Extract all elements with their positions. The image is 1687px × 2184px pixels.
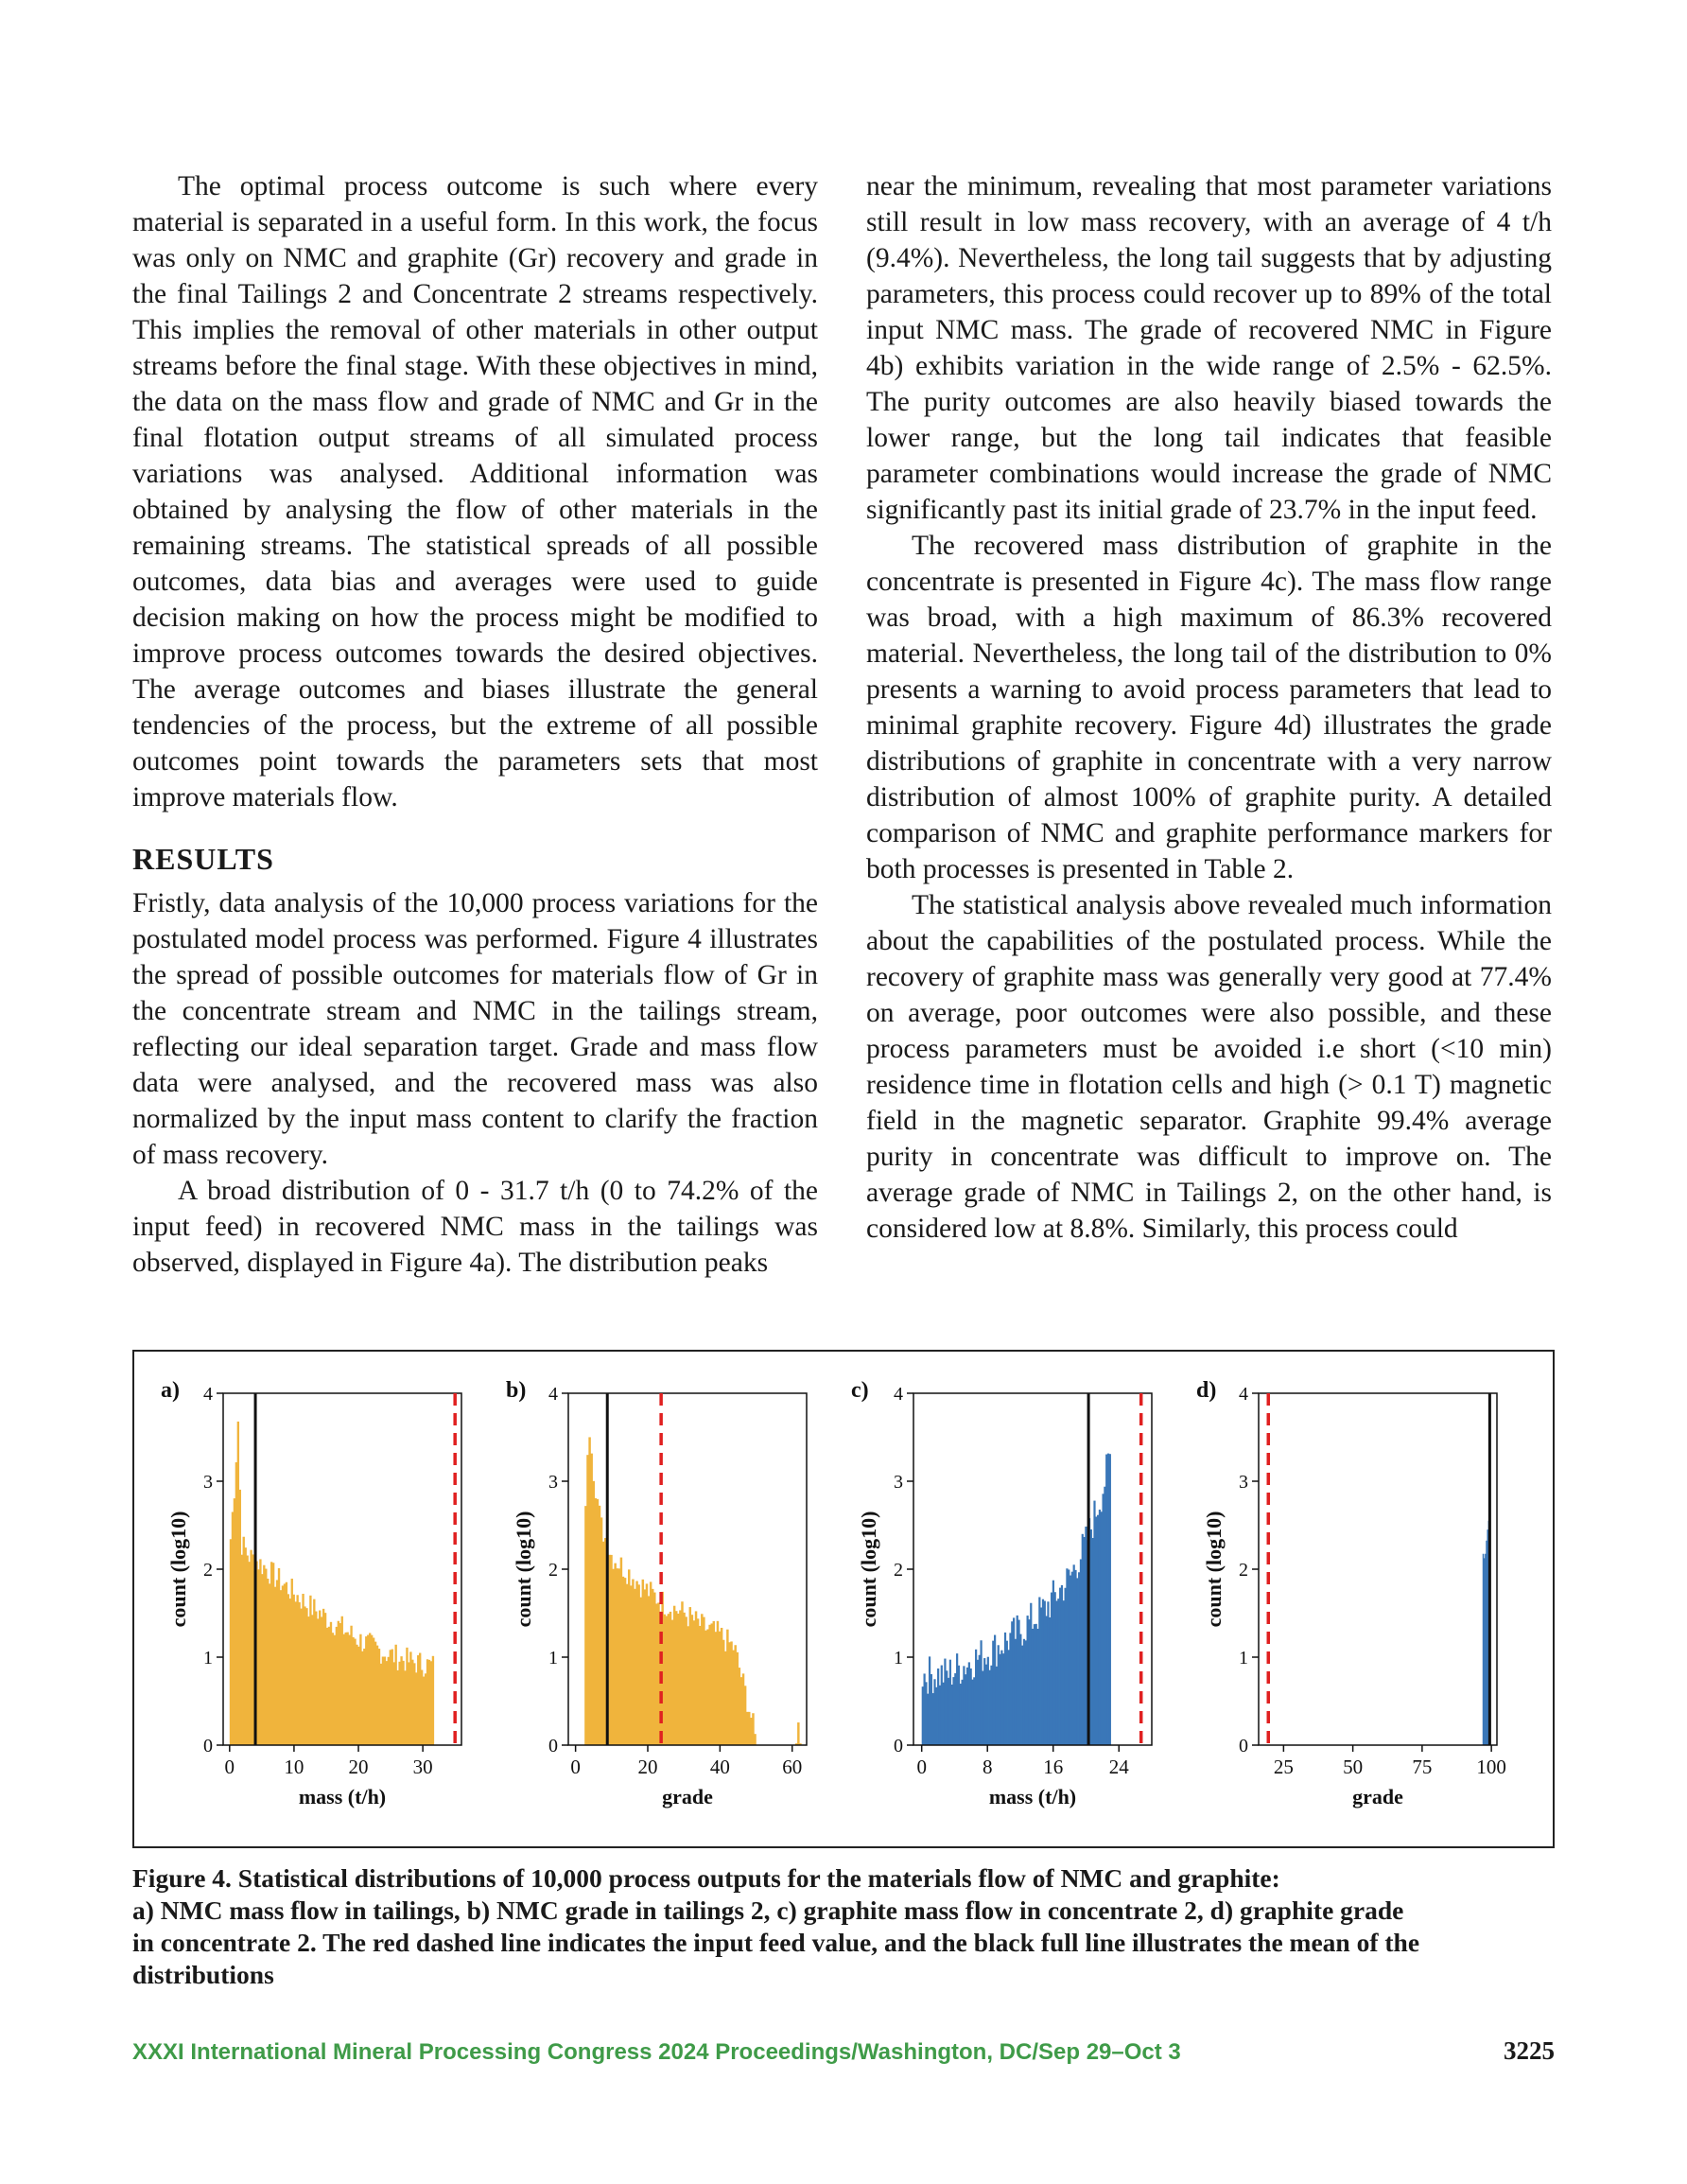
histogram-bar: [1109, 1454, 1111, 1745]
x-tick-label: 40: [709, 1756, 730, 1778]
caption-line: a) NMC mass flow in tailings, b) NMC grade in tailings 2, c) graphite mass flow in concentrate 2, d) graphite grade: [132, 1896, 1404, 1925]
y-tick-label: 3: [1239, 1472, 1248, 1493]
y-tick-label: 0: [894, 1736, 903, 1756]
x-tick-label: 30: [412, 1756, 433, 1778]
x-tick-label: 0: [916, 1756, 927, 1778]
figure-caption: [132, 1862, 1551, 1991]
x-tick-label: 0: [224, 1756, 235, 1778]
y-tick-label: 4: [894, 1384, 903, 1405]
histogram-bar: [432, 1656, 434, 1745]
y-tick-label: 1: [203, 1648, 213, 1669]
right-paragraph-3: The statistical analysis above revealed much information about the capabilities of the postulated process. While the recovery of graphite mass was generally very good at 77.4% on average, poor outcomes were also possible, and these process parameters must be avoided i.e short (<10 min) residence time in flotation cells and high (> 0.1 T) magnetic field in the magnetic separator. Graphite 99.4% average purity in concentrate was difficult to improve on. The average grade of NMC in Tailings 2, on the other hand, is considered low at 8.8%. Similarly, this process could: [866, 890, 1552, 1244]
y-tick-label: 1: [548, 1648, 558, 1669]
y-tick-label: 3: [203, 1472, 213, 1493]
caption-line: Figure 4. Statistical distributions of 10,000 process outputs for the materials flow of NMC and graphite:: [132, 1863, 1280, 1893]
x-tick-label: 60: [782, 1756, 803, 1778]
y-tick-label: 4: [203, 1384, 213, 1405]
x-tick-label: 0: [570, 1756, 581, 1778]
results-paragraph-1: Fristly, data analysis of the 10,000 process variations for the postulated model process was performed. Figure 4 illustrates the spread of possible outcomes for materials flow of Gr in the concentrate stream and NMC in the tailings stream, reflecting our ideal separation target. Grade and mass flow data were analysed, and the recovered mass was also normalized by the input mass content to clarify the fraction of mass recovery.: [132, 888, 818, 1170]
y-axis-label: count (log10): [857, 1511, 880, 1628]
figure-4-frame: [132, 1350, 1555, 1848]
y-tick-label: 2: [894, 1560, 903, 1581]
caption-line: in concentrate 2. The red dashed line indicates the input feed value, and the black full line illustrates the mean of the: [132, 1928, 1420, 1957]
histogram-bar: [754, 1734, 756, 1745]
results-paragraph-2: A broad distribution of 0 - 31.7 t/h (0 to 74.2% of the input feed) in recovered NMC mass in the tailings was observed, displayed in Figure 4a). The distribution peaks: [132, 1176, 818, 1278]
x-tick-label: 8: [982, 1756, 993, 1778]
x-tick-label: 75: [1412, 1756, 1433, 1778]
panel-label: b): [506, 1378, 527, 1403]
panel-label: c): [851, 1378, 869, 1403]
y-tick-label: 3: [894, 1472, 903, 1493]
caption-line: distributions: [132, 1960, 274, 1989]
x-axis-label: grade: [1352, 1785, 1403, 1808]
y-axis-label: count (log10): [1202, 1511, 1226, 1628]
panel-label: a): [161, 1378, 180, 1403]
x-tick-label: 25: [1273, 1756, 1294, 1778]
x-axis-label: mass (t/h): [298, 1785, 387, 1808]
page-number: 3225: [1504, 2036, 1555, 2065]
y-axis-label: count (log10): [512, 1511, 535, 1628]
results-heading: RESULTS: [132, 842, 274, 876]
x-tick-label: 24: [1108, 1756, 1129, 1778]
y-tick-label: 2: [203, 1560, 213, 1581]
y-tick-label: 0: [1239, 1736, 1248, 1756]
x-tick-label: 20: [348, 1756, 369, 1778]
y-tick-label: 3: [548, 1472, 558, 1493]
intro-paragraph: The optimal process outcome is such where every material is separated in a useful form. In this work, the focus was only on NMC and graphite (Gr) recovery and grade in the final Tailings 2 and Concentrate 2 streams respectively. This implies the removal of other materials in other output streams before the final stage. With these objectives in mind, the data on the mass flow and grade of NMC and Gr in the final flotation output streams of all simulated process variations was analysed. Additional information was obtained by analysing the flow of other materials in the remaining streams. The statistical spreads of all possible outcomes, data bias and averages were used to guide decision making on how the process might be modified to improve process outcomes towards the desired objectives. The average outcomes and biases illustrate the general tendencies of the process, but the extreme of all possible outcomes point towards the parameters sets that most improve materials flow.: [132, 171, 818, 812]
conference-footer: XXXI International Mineral Processing Congress 2024 Proceedings/Washington, DC/Sep 29–Oct 3: [132, 2039, 1181, 2065]
x-tick-label: 10: [284, 1756, 304, 1778]
right-paragraph-1: near the minimum, revealing that most parameter variations still result in low mass recovery, with an average of 4 t/h (9.4%). Nevertheless, the long tail suggests that by adjusting parameters, this process could recover up to 89% of the total input NMC mass. The grade of recovered NMC in Figure 4b) exhibits variation in the wide range of 2.5% - 62.5%. The purity outcomes are also heavily biased towards the lower range, but the long tail indicates that feasible parameter combinations would increase the grade of NMC significantly past its initial grade of 23.7% in the input feed.: [866, 171, 1552, 525]
x-axis-label: grade: [662, 1785, 713, 1808]
y-tick-label: 4: [1239, 1384, 1248, 1405]
y-tick-label: 0: [548, 1736, 558, 1756]
x-axis-label: mass (t/h): [988, 1785, 1077, 1808]
histogram-bar: [797, 1722, 799, 1745]
panel-label: d): [1196, 1378, 1217, 1403]
x-tick-label: 100: [1476, 1756, 1506, 1778]
left-column: [132, 168, 818, 1281]
y-tick-label: 0: [203, 1736, 213, 1756]
y-tick-label: 2: [1239, 1560, 1248, 1581]
x-tick-label: 50: [1343, 1756, 1364, 1778]
right-column: [866, 168, 1552, 1247]
y-axis-label: count (log10): [166, 1511, 190, 1628]
y-tick-label: 2: [548, 1560, 558, 1581]
y-tick-label: 1: [1239, 1648, 1248, 1669]
plot-frame: [1259, 1393, 1497, 1745]
y-tick-label: 4: [548, 1384, 558, 1405]
x-tick-label: 16: [1043, 1756, 1064, 1778]
right-paragraph-2: The recovered mass distribution of graphite in the concentrate is presented in Figure 4c). The mass flow range was broad, with a high maximum of 86.3% recovered material. Nevertheless, the long tail of the distribution to 0% presents a warning to avoid process parameters that lead to minimal graphite recovery. Figure 4d) illustrates the grade distributions of graphite in concentrate with a very narrow distribution of almost 100% of graphite purity. A detailed comparison of NMC and graphite performance markers for both processes is presented in Table 2.: [866, 531, 1552, 884]
x-tick-label: 20: [637, 1756, 658, 1778]
y-tick-label: 1: [894, 1648, 903, 1669]
figure-4-histograms: [134, 1352, 1553, 1846]
